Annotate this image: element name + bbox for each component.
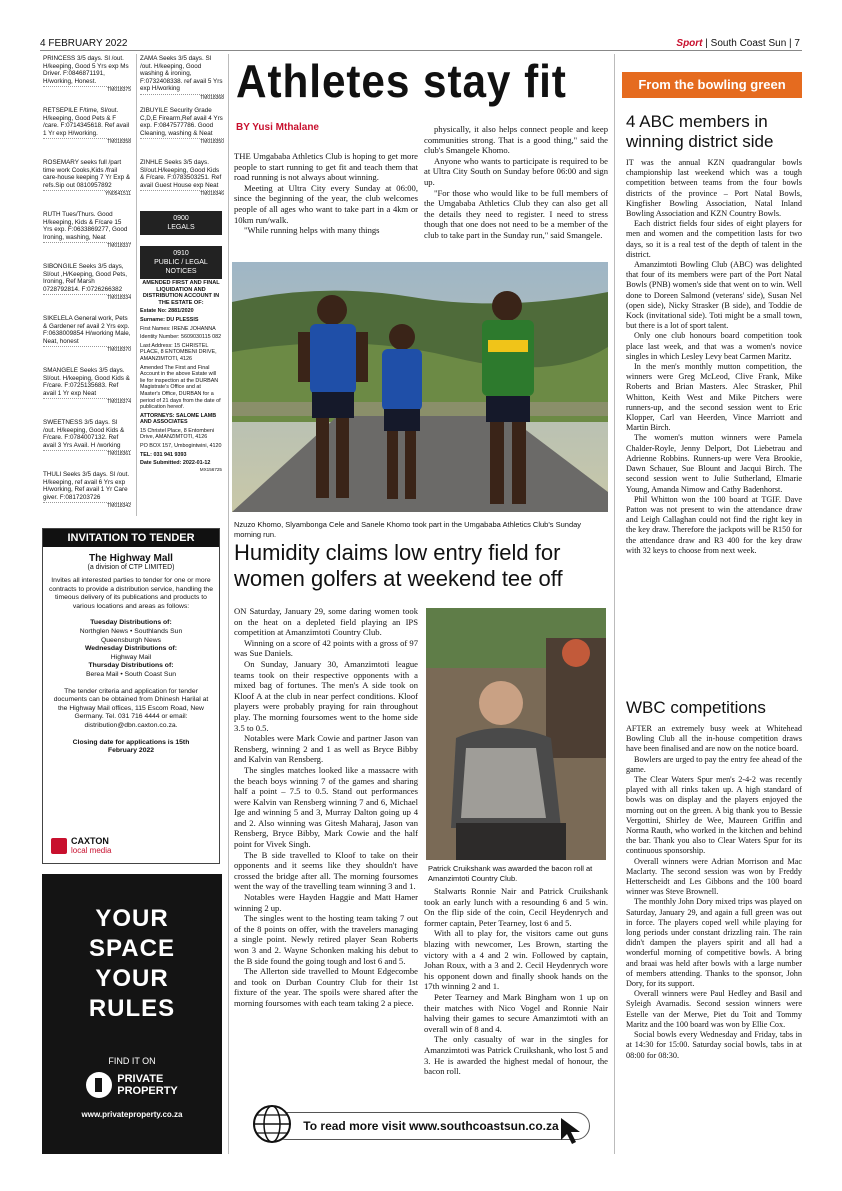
caxton-logo-top: CAXTON (71, 836, 109, 846)
paragraph: Social bowls every Wednesday and Friday, tabs in at 14:30 for 15:00. Saturday social bowls, tabs in at 08:00 for 08:30. (626, 1030, 802, 1060)
bacon-roll-caption: Patrick Cruikshank was awarded the bacon roll at Amanzimtoti Country Club. (428, 864, 593, 883)
classified-ad (140, 159, 224, 199)
paragraph: The women's mutton winners were Pamela Chalder-Royle, Jenny Delport, Dot Liebetrau and Adrienne Robbins. Runners-up were Vera Brookie, Dawn Schauer, Sue Blount and Jacqui Birch. The second session went to Julie Sutherland, Elmarie Young, Amanda Nimow and Cathy Badenhorst. (626, 433, 802, 494)
tender-notice (42, 528, 220, 864)
cursor-icon (558, 1116, 584, 1146)
paragraph: Each district fields four sides of eight players for men and women and the competition lasts for two days, so it is a real test of the depth of talent in the district. (626, 219, 802, 259)
notice-line: ATTORNEYS: SALOME LAMB AND ASSOCIATES (140, 412, 217, 426)
article-headline: Athletes stay fit (236, 55, 567, 107)
paragraph: Notables were Mark Cowie and partner Jason van Rensberg, winning 2 and 1 as well as Bryce Bibby and Kalvin van Rensberg. (234, 733, 418, 765)
caxton-logo (51, 837, 111, 855)
header-rule (40, 50, 802, 51)
read-more-prefix: To read more visit (303, 1119, 410, 1133)
classified-text: RETSEPILE F/time, Sl/out. H/keeping, Good Pets & F /care. F:0714345618. Ref avail 1 Yr exp H/working. (43, 107, 130, 137)
paragraph: The singles went to the hosting team taking 7 out of the 8 points on offer, with the travelers managing a single point. Newly retired player Sean Roberts won 3 and 2. Wayne Schonken making his debut to the B side found the going tough and lost 6 and 5. (234, 913, 418, 966)
paragraph: IT was the annual KZN quadrangular bowls championship last weekend which was a tough competition between teams from the four bowls districts of the province – Port Natal Bowls, Kingfisher Bowling Association, Natal Inland Bowling Association and KZN Country Bowls. (626, 158, 802, 219)
legals-heading (140, 211, 222, 235)
notice-line: 15 Christel Place, 8 Entombeni Drive, AMANZIMTOTI, 4126 (140, 427, 215, 441)
publication-page: | South Coast Sun | 7 (705, 38, 800, 49)
bacon-roll-photo (426, 608, 606, 860)
caxton-logo-bottom: local media (71, 846, 112, 855)
ad-line-3: YOUR (95, 965, 169, 992)
tender-wed-head: Wednesday Distributions of: (84, 645, 178, 653)
paragraph: In the men's monthly mutton competition, the winners were Greg McLeod, Clive Frank, Mike Roberts and Brian Masters. Alec Strasker, Phil Whitton, Keith West and Mike Pitchers were runners-up, and the second session went to Eric Klopper, Carl van Heerden, Vince Marriott and Martin Birch. (626, 362, 802, 433)
notice-ref: MX156725 (199, 466, 222, 472)
paragraph: Notables were Hayden Haggie and Matt Hamer winning 2 up. (234, 892, 418, 913)
tender-tue-head: Tuesday Distributions of: (90, 619, 172, 627)
ad-find: FIND IT ON (108, 1056, 156, 1066)
legals-code: 0900 (173, 215, 189, 222)
classified-text: ZAMA Seeks 3/5 days. Sl /out. H/keeping, Good washing & ironing, F:0732408338. ref avail 5 Yrs exp H/working (140, 55, 223, 92)
article-column-right (424, 124, 608, 241)
paragraph: On Sunday, January 30, Amanzimtoti league teams took on their respective opponents with a mixed bag of fortunes. The men's A side took on Kloof A at the club in near perfect conditions. Kloof players were probably praying for rain throughout play. The morning foursomes went to the home side 3.5 to 0.5. (234, 658, 418, 733)
article-byline: BY Yusi Mthalane (236, 122, 319, 133)
page-date: 4 FEBRUARY 2022 (40, 38, 128, 49)
public-notices-title: PUBLIC / LEGAL NOTICES (154, 259, 208, 275)
paragraph: The only casualty of war in the singles for Amanzimtoti was Patrick Cruikshank, who lost 5 and 3. He is awarded the highest medal of honour, the bacon roll. (424, 1034, 608, 1077)
public-notices-code: 0910 (173, 250, 189, 257)
classified-ref: TM018346 (140, 190, 224, 199)
tender-tue-1: Northglen News • Southlands Sun (79, 627, 183, 635)
paragraph: Meeting at Ultra City every Sunday at 06:00, since the beginning of the year, the club welcomes people of all ages who want to take part in a 4km or 10km run/walk. (234, 182, 418, 225)
classified-text: PRINCESS 3/5 days. Sl /out. H/keeping, Good 5 Yrs exp Ms Driver. F:0846871191, H/working, Honest. (43, 55, 129, 85)
golf-column-left (234, 606, 418, 1009)
ad-brand-1: PRIVATE (117, 1073, 164, 1085)
classified-ref: TM018337 (43, 242, 131, 251)
notice-line: Last Address: 15 CHRISTEL PLACE, 8 ENTOMBENI DRIVE, AMANZIMTOTI, 4126 (140, 342, 217, 362)
column-divider (228, 54, 229, 1154)
paragraph: The Allerton side travelled to Mount Edgecombe and took on Durban Country Club for their 1st fixture of the year. The spoils were shared after the morning foursomes with each team taking 2 a piece. (234, 966, 418, 1008)
classified-ad (43, 107, 131, 147)
classified-text: ZINHLE Seeks 3/5 days. Sl/out.H/keeping, Good Kids & F/care. F:0783503251. Ref avail Guest House exp Neat (140, 159, 222, 189)
classified-ref: TM018361 (43, 450, 131, 459)
tender-criteria: The tender criteria and application for tender documents can be obtained from Dhinesh Harilal at the Highway Mail offices, 115 Escom Road, New Germany. Tel. 031 716 4444 or email: distribution@dbn.caxton.co.za. (53, 687, 209, 729)
public-notices-heading (140, 246, 222, 279)
paragraph: Phil Whitton won the 100 board at TGIF. Dave Patton was not present to win the attendance draw and Leigh Callaghan could not find the right key in the key draw. Therefore the jackpots will be R150 for the attendance draw and R3 400 for the key draw with 32 keys to choose from next week. (626, 494, 802, 555)
ad-brand-2: PROPERTY (117, 1085, 178, 1097)
legal-notice (140, 280, 222, 473)
classified-ref: TM018334 (43, 294, 131, 303)
classified-text: SIBONGILE Seeks 3/5 days, Sl/out ,H/Keeping, Good Pets, Ironing, Ref Marsh 0728792814. F:0726266382 (43, 263, 128, 293)
ad-line-1: YOUR (95, 905, 169, 932)
notice-line: PO BOX 157, Umbogintwini, 4120 (140, 443, 222, 450)
classified-ad (43, 159, 131, 199)
golf-column-right (424, 886, 608, 1077)
bowling-body-2 (626, 724, 802, 1061)
classified-ad (43, 55, 131, 95)
tender-wed-1: Highway Mail (110, 653, 152, 661)
notice-line: Amended The First and Final Account in the above Estate will lie for inspection at the DURBAN Magistrate's Office and at Master's Office, DURBAN for a period of 21 days from the date of publication hereof. (140, 364, 221, 411)
classified-ad (43, 315, 131, 355)
classified-ad (43, 367, 131, 407)
paragraph: Only one club honours board competition took place last week, and that was a women's novice singles in which Lesley Levy beat Carmen Maritz. (626, 331, 802, 361)
notice-line: First Names: IRENE JOHANNA (140, 325, 216, 332)
classified-ref: TM018350 (140, 138, 224, 147)
classified-ref: TM018368 (140, 94, 224, 103)
read-more-banner[interactable] (252, 1102, 592, 1146)
paragraph: "For those who would like to be full members of the Umgababa Athletics Club they can also get all the details they need to register. I need to stress though that one does not need to be a member of the club to take part in the Sunday run," said Smangele. (424, 187, 608, 240)
bowling-headline-2: WBC competitions (626, 698, 766, 717)
section-header (676, 38, 800, 49)
classified-ref: TM018375 (43, 86, 131, 95)
paragraph: The monthly John Dory mixed trips was played on Saturday, January 29, and again a full green was out in force. The players coped well while playing for long periods under constant drizzling rain. The rain didn't dampen the players spirit and all had a wonderful morning of competitive bowls. A bring and braai was held after bowls with a large number of members attending. Thanks to the sponsor, John Dory, for its support. (626, 897, 802, 989)
tender-thu-head: Thursday Distributions of: (88, 662, 174, 670)
paragraph: THE Umgababa Athletics Club is hoping to get more people to start running to get fit and teach them that road running is not always about winning. (234, 151, 418, 183)
paragraph: Stalwarts Ronnie Nair and Patrick Cruikshank took an early lunch with a resounding 6 and 5 win. On the flip side of the coin, Cecil Heydenrych and former captain, Peter Tearney, lost 6 and 5. (424, 886, 608, 928)
classified-ref: YN0541511 (43, 190, 131, 199)
notice-line: Estate No: 2881/2020 (140, 308, 194, 315)
classified-text: ROSEMARY seeks full /part time work Cooks,Kids /frail care-house keeping 7 Yr Exp & refs.Sip out 0810957892 (43, 159, 131, 189)
article-column-left (234, 151, 418, 236)
paragraph: With all to play for, the visitors came out guns blazing with newcomer, Les Brown, starting the victory with a 4 and 2 win. Followed by captain, Johan Roux, with a 3 and 2. Cecil Heydenrych wore his opponent down and finally shook hands on the 17th winning 2 and 1. (424, 928, 608, 992)
notice-lines (140, 308, 222, 466)
tender-mall: The Highway Mall (89, 553, 173, 564)
classified-ref: TM018370 (43, 346, 131, 355)
classified-ad (140, 107, 224, 147)
tender-closing: Closing date for applications is 15th February 2022 (72, 738, 190, 755)
tender-title: INVITATION TO TENDER (43, 529, 219, 547)
paragraph: Peter Tearney and Mark Bingham won 1 up on their matches with Nico Vogel and Ronnie Nair halving their games to secure Amanzimtoti with an overall win of 8 and 4. (424, 991, 608, 1034)
paragraph: ON Saturday, January 29, some daring women took on the heat on a depleted field playing an IPS competition at Amanzimtoti Country Club. (234, 606, 418, 638)
classified-ad (43, 419, 131, 459)
bowling-banner: From the bowling green (622, 72, 802, 98)
notice-line: Identity Number: 5609030115 082 (140, 334, 222, 341)
notice-line: Surname: DU PLESSIS (140, 316, 199, 323)
classified-ad (43, 471, 131, 511)
classified-ad (43, 263, 131, 303)
column-divider (614, 54, 615, 1154)
tender-division: (a division of CTP LIMITED) (87, 564, 175, 571)
golf-headline: Humidity claims low entry field for women golfers at weekend tee off (234, 540, 563, 591)
caxton-logo-icon (51, 838, 67, 854)
paragraph: "While running helps with many things (244, 225, 380, 236)
paragraph: Amanzimtoti Bowling Club (ABC) was delighted that four of its members were part of the Port Natal Bowls (PNB) women's side that went on to win. Well done to Doreen Salmond (veterans' side), Susan Nel (open side), Nicky Strasker (B side), and Toddie de Kock (invitational side). Toti might be a small town, but there is a lot of sport talent. (626, 260, 802, 331)
classified-ref: TM018358 (43, 138, 131, 147)
column-divider (136, 54, 137, 516)
globe-icon (252, 1104, 292, 1144)
classified-text: SIKELELA General work, Pets & Gardener ref avail 2 Yrs exp. F:0638009854 H/working Male, Neat, honest (43, 315, 131, 345)
paragraph: The B side travelled to Kloof to take on their opponents and it seems like they shouldn't have crossed the bridge after all. The morning foursomes went the way of the travelling team winning 3 and 1. (234, 849, 418, 892)
paragraph: Overall winners were Adrian Morrison and Mac Maclarty. The second session was won by Freddy Hetterscheidt and Les Gibbons and the 100 board winner was Steve Brownell. (626, 856, 802, 897)
classified-text: RUTH Tues/Thurs. Good H/keeping, Kids & F/care 15 Yrs exp. F:0633869277, Good Ironing, washing, Neat (43, 211, 128, 241)
tender-intro: Invites all interested parties to tender for one or more contracts to provide a distribution service, handling the timeous delivery of its publications and products to various locations and areas as follows: (49, 577, 213, 610)
classified-ref: TM018342 (43, 502, 131, 511)
athletes-photo (232, 262, 608, 512)
read-more-url[interactable]: www.southcoastsun.co.za (409, 1119, 559, 1133)
ad-url[interactable]: www.privateproperty.co.za (81, 1110, 183, 1119)
paragraph: Anyone who wants to participate is required to be at Ultra City South on Sunday before 06:00 and sign up. (424, 155, 608, 187)
paragraph: AFTER an extremely busy week at Whitehead Bowling Club all the in-house competition draws have been finalised and are now on the notice board. (626, 724, 802, 754)
classified-text: ZIBUYILE Security Grade C,D,E Firearm,Ref avail 4 Yrs exp. F:0847577786. Good Cleaning, washing & Neat (140, 107, 223, 137)
athletes-caption: Nzuzo Khomo, Slyambonga Cele and Sanele Khomo took part in the Umgababa Athletics Club's Sunday morning run. (234, 520, 582, 539)
classified-text: SWEETNESS 3/5 days. Sl /out. H/keeping, Good Kids & F/care. F:0784007132. Ref avail 3 Yrs Avail. H /working (43, 419, 125, 449)
classified-ad (43, 211, 131, 251)
classified-ref: TM018374 (43, 398, 131, 407)
ad-line-2: SPACE (89, 935, 175, 962)
paragraph: The Clear Waters Spur men's 2-4-2 was recently played with all rinks taken up. A high standard of bowls was on display and the players enjoyed the morning out on the green. A big thank you to Bessie Vergottini, Shirley de Wee, Maureen Griffin and Norma Rauth, who worked in the kitchen and behind the bar. Thank you also to Clear Waters Spur for its continuous sponsorship. (626, 775, 802, 856)
read-more-pill[interactable] (272, 1112, 590, 1140)
classified-text: THULI Seeks 3/5 days. Sl /out. H/keeping, ref avail 6 Yrs exp H/working, Ref avail 1 Yr Care giver. F:0817203726 (43, 471, 130, 501)
classified-text: SMANGELE Seeks 3/5 days. Sl/out. H/keeping, Good Kids & F/care. F:0725135683. Ref avail 1 Yr exp Neat (43, 367, 130, 397)
classified-ad (140, 55, 224, 102)
paragraph: physically, it also helps connect people and keep communities strong. That is a good thing," said the club's Smangele Khomo. (424, 124, 608, 156)
private-property-ad[interactable] (42, 874, 222, 1154)
paragraph: The singles matches looked like a massacre with the beach boys winning 7 of the games and sharing half a point – 7.5 to 0.5. Stand out performances were Kalvin van Rensberg winning 7 and 6, Michael Ige and winning 5 and 3, Murray Dalton going up 4 and 2. Also winning was Gitesh Maharaj, Jason van Rensberg, Bryce Bibby, Mark Cowie and the half point for Vivek Singh. (234, 764, 418, 850)
paragraph: Winning on a score of 42 points with a gross of 97 was Sue Daniels. (234, 637, 418, 659)
ad-line-4: RULES (88, 995, 176, 1022)
paragraph: Bowlers are urged to pay the entry fee ahead of the game. (626, 754, 802, 774)
notice-line: Date Submitted: 2022-01-12 (140, 460, 211, 467)
private-property-logo (42, 1072, 222, 1098)
section-name: Sport (676, 38, 703, 49)
paragraph: Overall winners were Paul Hedley and Basil and Syleigh Avarnadis. Second session winners were Estelle van der Merwe, Piet du Toit and Tommy Maritz and the 100 board was won by Ellie Cox. (626, 989, 802, 1029)
tender-tue-2: Queensburgh News (100, 636, 162, 644)
notice-title: AMENDED FIRST AND FINAL LIQUIDATION AND DISTRIBUTION ACCOUNT IN THE ESTATE OF: (142, 280, 220, 306)
tender-thu-1: Berea Mail • South Coast Sun (85, 670, 177, 678)
private-property-logo-icon (86, 1072, 112, 1098)
notice-line: TEL: 031 941 9393 (140, 451, 187, 458)
bowling-headline-1: 4 ABC members in winning district side (626, 112, 774, 151)
legals-title: LEGALS (167, 224, 195, 231)
bowling-body-1 (626, 158, 802, 556)
